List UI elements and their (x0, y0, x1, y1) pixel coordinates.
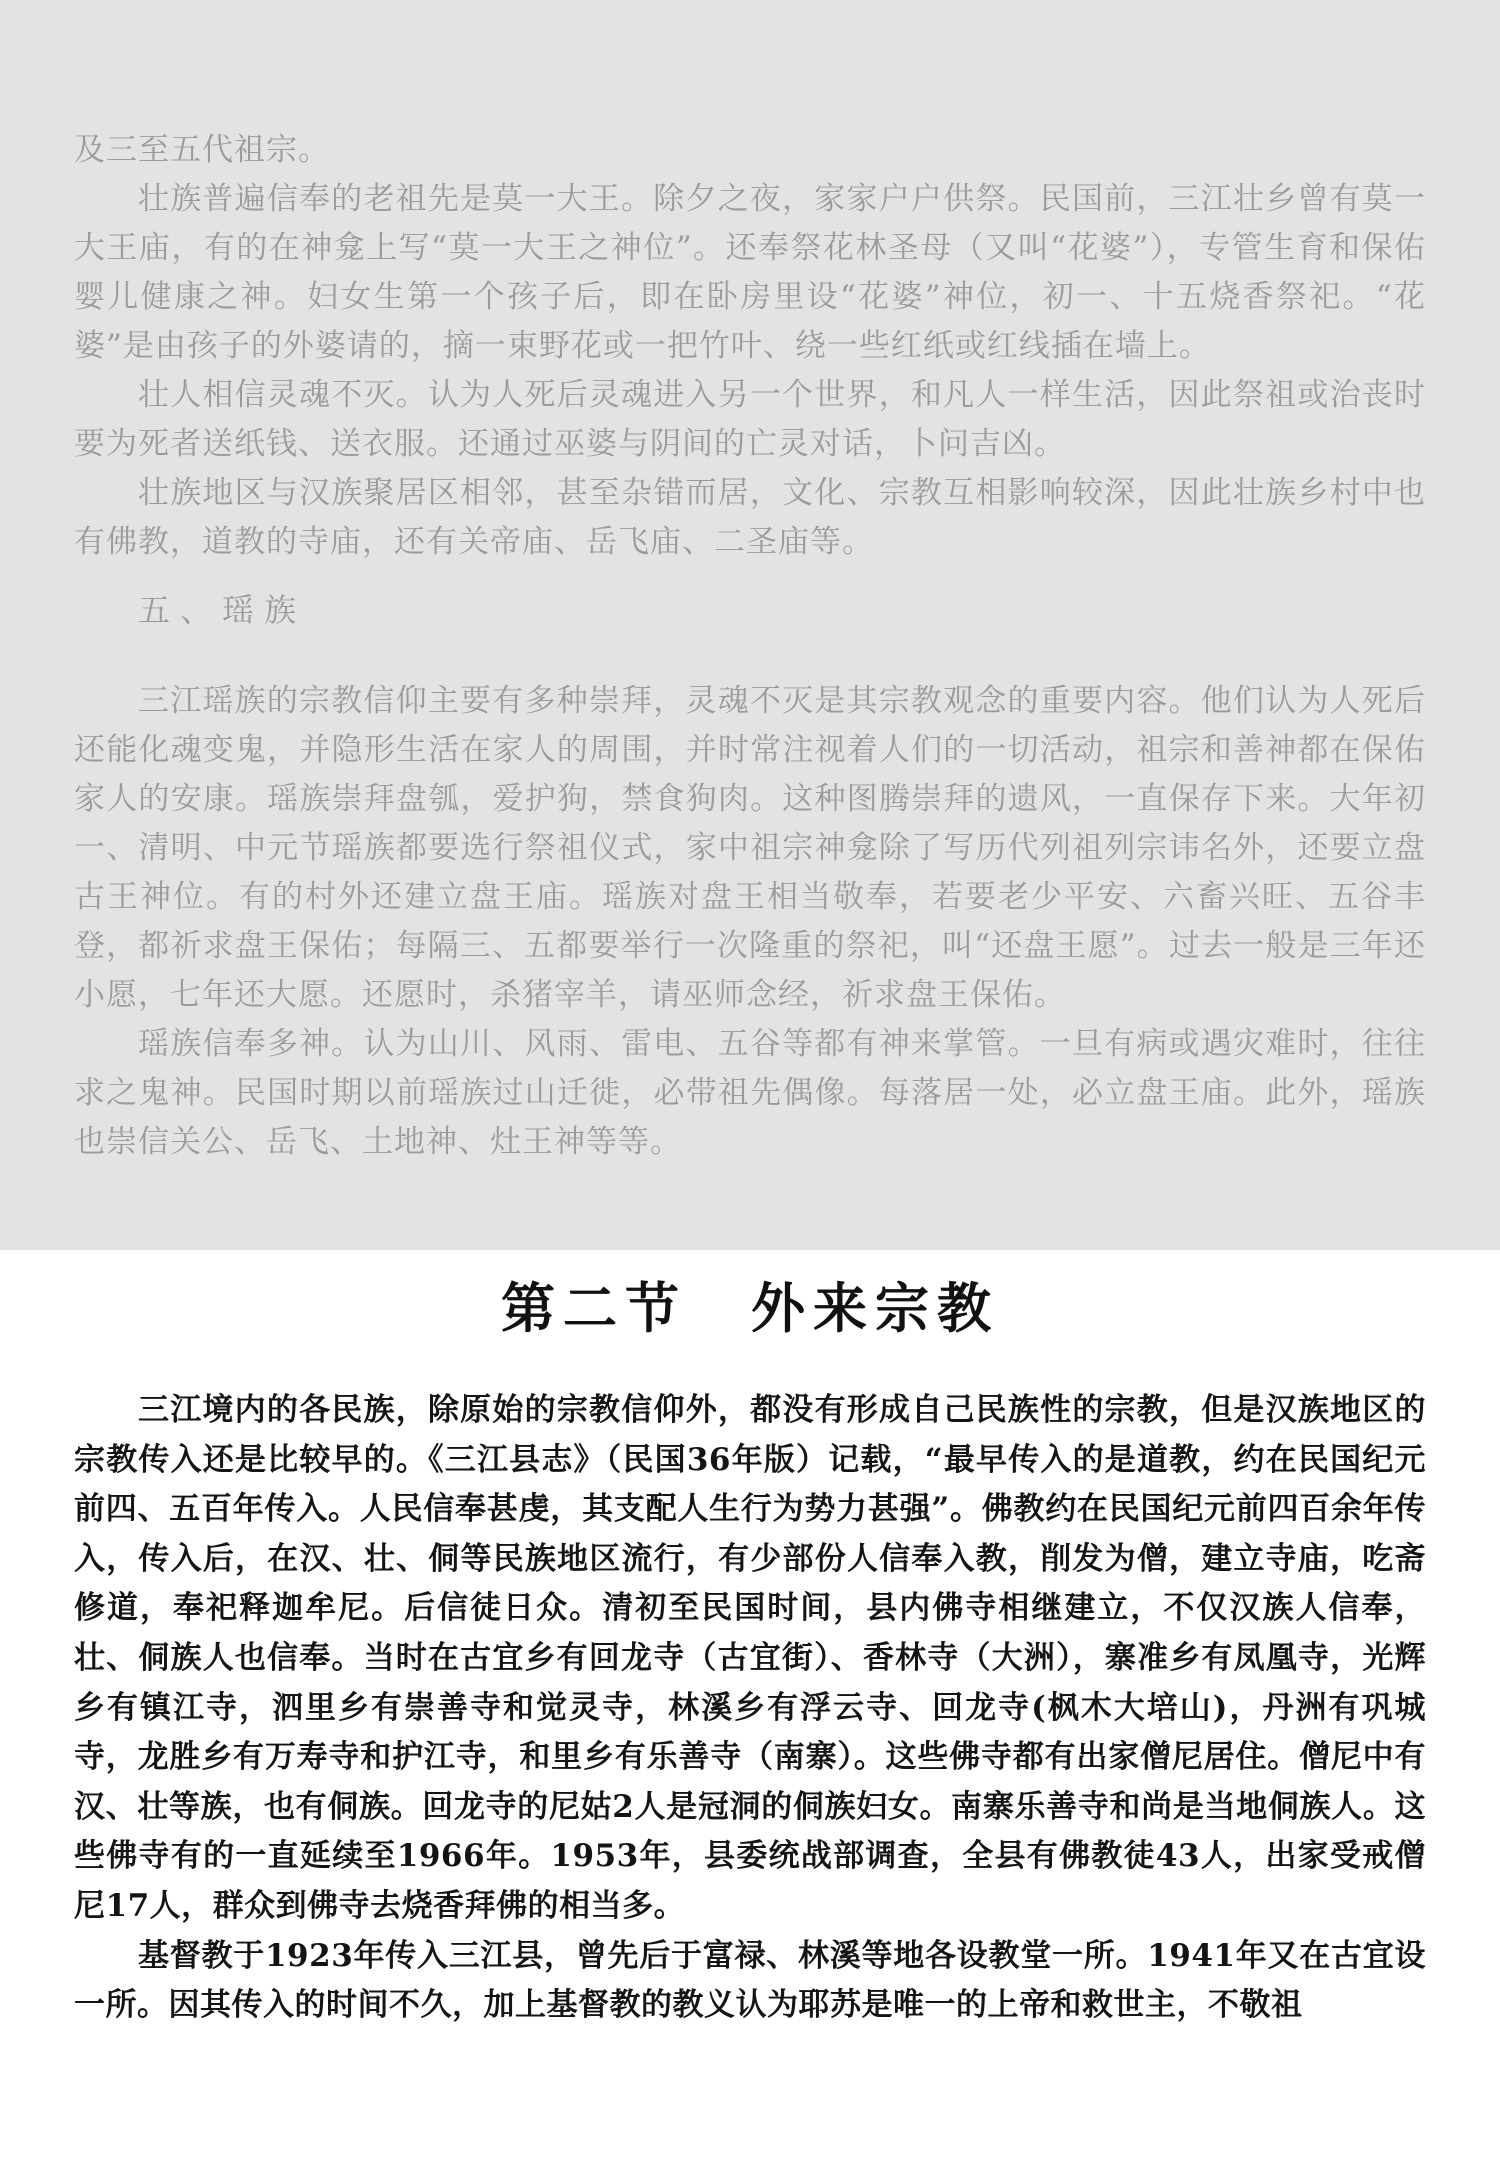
section-name: 外来宗教 (751, 1276, 999, 1340)
faded-paragraph: 瑶族信奉多神。认为山川、风雨、雷电、五谷等都有神来掌管。一旦有病或遇灾难时，往往求之鬼神。民国时期以前瑶族过山迁徙，必带祖先偶像。每落居一处，必立盘王庙。此外，瑶族也崇信关公、岳飞、土地神、灶王神等等。 (74, 1026, 1426, 1160)
faded-subheading: 五、瑶族 (138, 591, 307, 629)
faded-paragraph: 壮族地区与汉族聚居区相邻，甚至杂错而居，文化、宗教互相影响较深，因此壮族乡村中也有佛教，道教的寺庙，还有关帝庙、岳飞庙、二圣庙等。 (74, 475, 1426, 560)
section-number: 第二节 (501, 1276, 687, 1340)
section-body (74, 1386, 1426, 2031)
faded-paragraph: 壮人相信灵魂不灭。认为人死后灵魂进入另一个世界，和凡人一样生活，因此祭祖或治丧时要为死者送纸钱、送衣服。还通过巫婆与阴间的亡灵对话，卜问吉凶。 (74, 377, 1426, 462)
section-title (0, 1266, 1500, 1343)
faded-paragraph: 及三至五代祖宗。 (74, 132, 330, 168)
body-paragraph: 三江境内的各民族，除原始的宗教信仰外，都没有形成自己民族性的宗教，但是汉族地区的宗教传入还是比较早的。《三江县志》（民国36年版）记载，“最早传入的是道教，约在民国纪元前四、五百年传入。人民信奉甚虔，其支配人生行为势力甚强”。佛教约在民国纪元前四百余年传入，传入后，在汉、壮、侗等民族地区流行，有少部份人信奉入教，削发为僧，建立寺庙，吃斋修道，奉祀释迦牟尼。后信徒日众。清初至民国时间，县内佛寺相继建立，不仅汉族人信奉，壮、侗族人也信奉。当时在古宜乡有回龙寺（古宜街）、香林寺（大洲），寨准乡有凤凰寺，光辉乡有镇江寺，泗里乡有崇善寺和觉灵寺，林溪乡有浮云寺、回龙寺(枫木大培山)，丹洲有巩城寺，龙胜乡有万寿寺和护江寺，和里乡有乐善寺（南寨）。这些佛寺都有出家僧尼居住。僧尼中有汉、壮等族，也有侗族。回龙寺的尼姑2人是冠洞的侗族妇女。南寨乐善寺和尚是当地侗族人。这些佛寺有的一直延续至1966年。1953年，县委统战部调查，全县有佛教徒43人，出家受戒僧尼17人，群众到佛寺去烧香拜佛的相当多。 (74, 1392, 1426, 1924)
body-paragraph: 基督教于1923年传入三江县，曾先后于富禄、林溪等地各设教堂一所。1941年又在古宜设一所。因其传入的时间不久，加上基督教的教义认为耶苏是唯一的上帝和救世主，不敬祖 (74, 1937, 1426, 2024)
faded-paragraph: 壮族普遍信奉的老祖先是莫一大王。除夕之夜，家家户户供祭。民国前，三江壮乡曾有莫一大王庙，有的在神龛上写“莫一大王之神位”。还奉祭花林圣母（又叫“花婆”），专管生育和保佑婴儿健康之神。妇女生第一个孩子后，即在卧房里设“花婆”神位，初一、十五烧香祭祀。“花婆”是由孩子的外婆请的，摘一束野花或一把竹叶、绕一些红纸或红线插在墙上。 (74, 181, 1426, 364)
faded-paragraph: 三江瑶族的宗教信仰主要有多种崇拜，灵魂不灭是其宗教观念的重要内容。他们认为人死后还能化魂变鬼，并隐形生活在家人的周围，并时常注视着人们的一切活动，祖宗和善神都在保佑家人的安康。瑶族崇拜盘瓠，爱护狗，禁食狗肉。这种图腾崇拜的遗风，一直保存下来。大年初一、清明、中元节瑶族都要选行祭祖仪式，家中祖宗神龛除了写历代列祖列宗讳名外，还要立盘古王神位。有的村外还建立盘王庙。瑶族对盘王相当敬奉，若要老少平安、六畜兴旺、五谷丰登，都祈求盘王保佑；每隔三、五都要举行一次隆重的祭祀，叫“还盘王愿”。过去一般是三年还小愿，七年还大愿。还愿时，杀猪宰羊，请巫师念经，祈求盘王保佑。 (74, 683, 1426, 1013)
faded-text-block (74, 126, 1426, 1167)
